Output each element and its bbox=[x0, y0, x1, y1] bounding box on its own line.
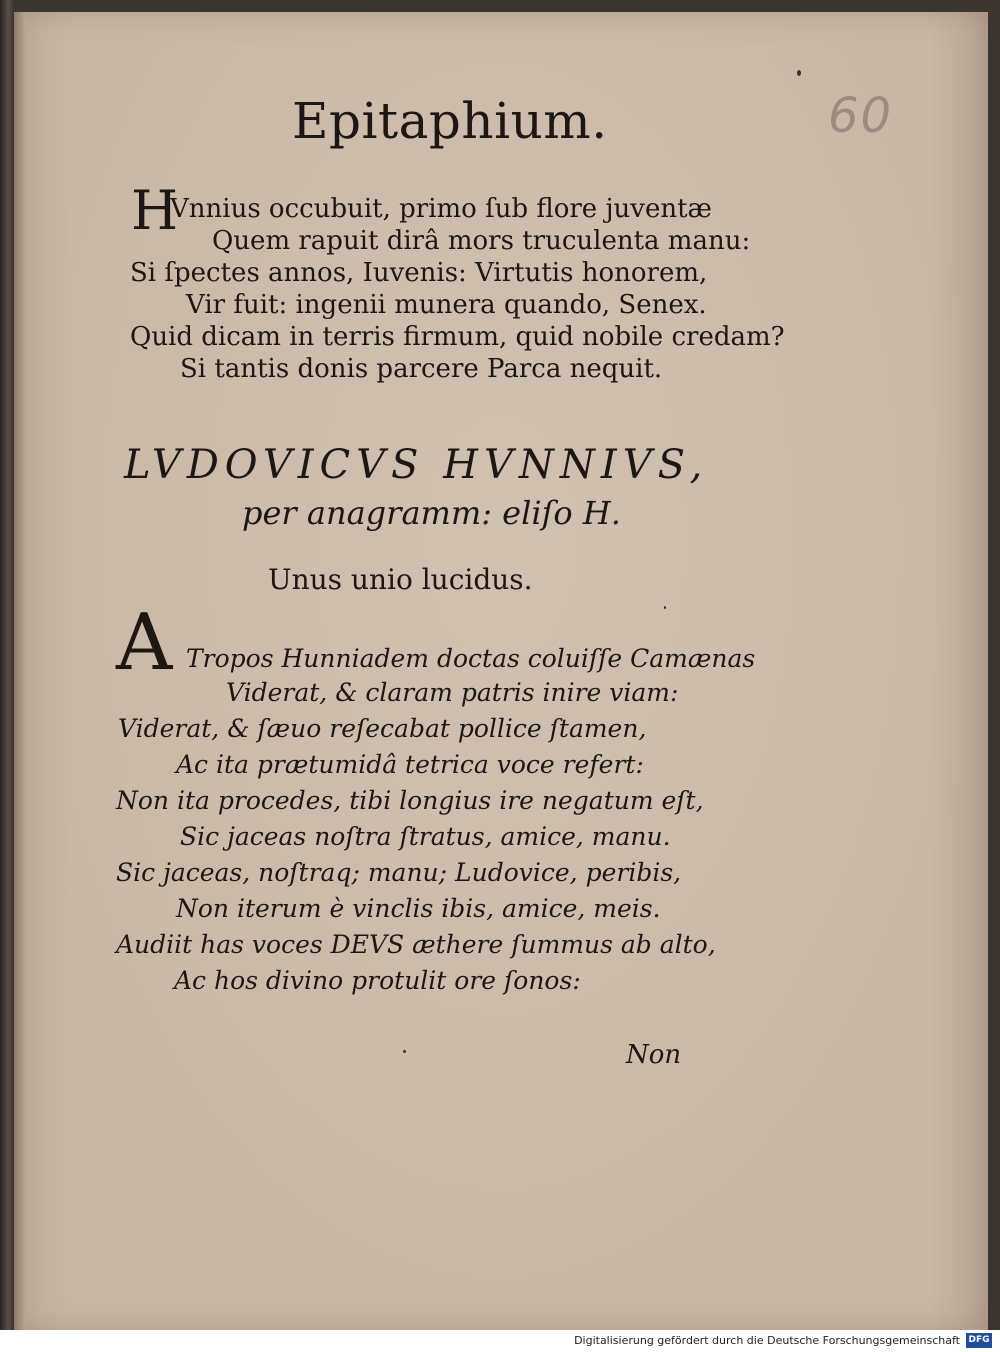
page-title: Epitaphium. bbox=[292, 92, 608, 150]
book-cover-edge bbox=[0, 0, 14, 1330]
poem-line-6: Sic jaceas noſtra ſtratus, amice, manu. bbox=[180, 822, 671, 851]
paper-speck bbox=[403, 1050, 406, 1053]
epitaph-dropcap: H bbox=[131, 179, 179, 242]
poem-line-7: Sic jaceas, noſtraq; manu; Ludovice, peribis, bbox=[116, 858, 682, 887]
footer-bar bbox=[0, 1330, 1000, 1352]
epitaph-line-6: Si tantis donis parcere Parca nequit. bbox=[180, 354, 663, 384]
footer-credit: Digitalisierung gefördert durch die Deutsche Forschungsgemeinschaft bbox=[574, 1334, 960, 1347]
anagram-name: LVDOVICVS HVNNIVS, bbox=[124, 442, 709, 488]
epitaph-line-1: Vnnius occubuit, primo ſub flore juventæ bbox=[170, 194, 712, 224]
poem-line-8: Non iterum è vinclis ibis, amice, meis. bbox=[176, 894, 661, 923]
poem-line-3: Viderat, & ſæuo reſecabat pollice ſtamen, bbox=[118, 714, 647, 743]
poem-line-4: Ac ita prætumidâ tetrica voce refert: bbox=[176, 750, 644, 779]
epitaph-line-2: Quem rapuit dirâ mors truculenta manu: bbox=[212, 226, 751, 256]
pencil-page-number: 60 bbox=[828, 88, 894, 144]
dfg-logo[interactable]: DFG bbox=[966, 1333, 992, 1348]
anagram-subtitle: per anagramm: eliſo H. bbox=[242, 494, 621, 532]
anagram-result: Unus unio lucidus. bbox=[268, 563, 533, 596]
poem-line-2: Viderat, & claram patris inire viam: bbox=[226, 678, 679, 707]
paper-speck bbox=[797, 70, 801, 76]
poem-line-10: Ac hos divino protulit ore ſonos: bbox=[174, 966, 581, 995]
epitaph-line-4: Vir fuit: ingenii munera quando, Senex. bbox=[186, 290, 707, 320]
page-gutter bbox=[14, 12, 26, 1330]
epitaph-line-3: Si ſpectes annos, Iuvenis: Virtutis honorem, bbox=[130, 258, 708, 288]
paper-speck bbox=[664, 606, 666, 609]
poem-line-5: Non ita procedes, tibi longius ire negatum eſt, bbox=[116, 786, 704, 815]
poem-line-9: Audiit has voces DEVS æthere ſummus ab alto, bbox=[116, 930, 716, 959]
poem-dropcap: A bbox=[116, 598, 173, 688]
epitaph-line-5: Quid dicam in terris firmum, quid nobile credam? bbox=[130, 322, 785, 352]
poem-line-1: Tropos Hunniadem doctas coluiſſe Camænas bbox=[186, 644, 756, 673]
catchword: Non bbox=[626, 1040, 682, 1070]
